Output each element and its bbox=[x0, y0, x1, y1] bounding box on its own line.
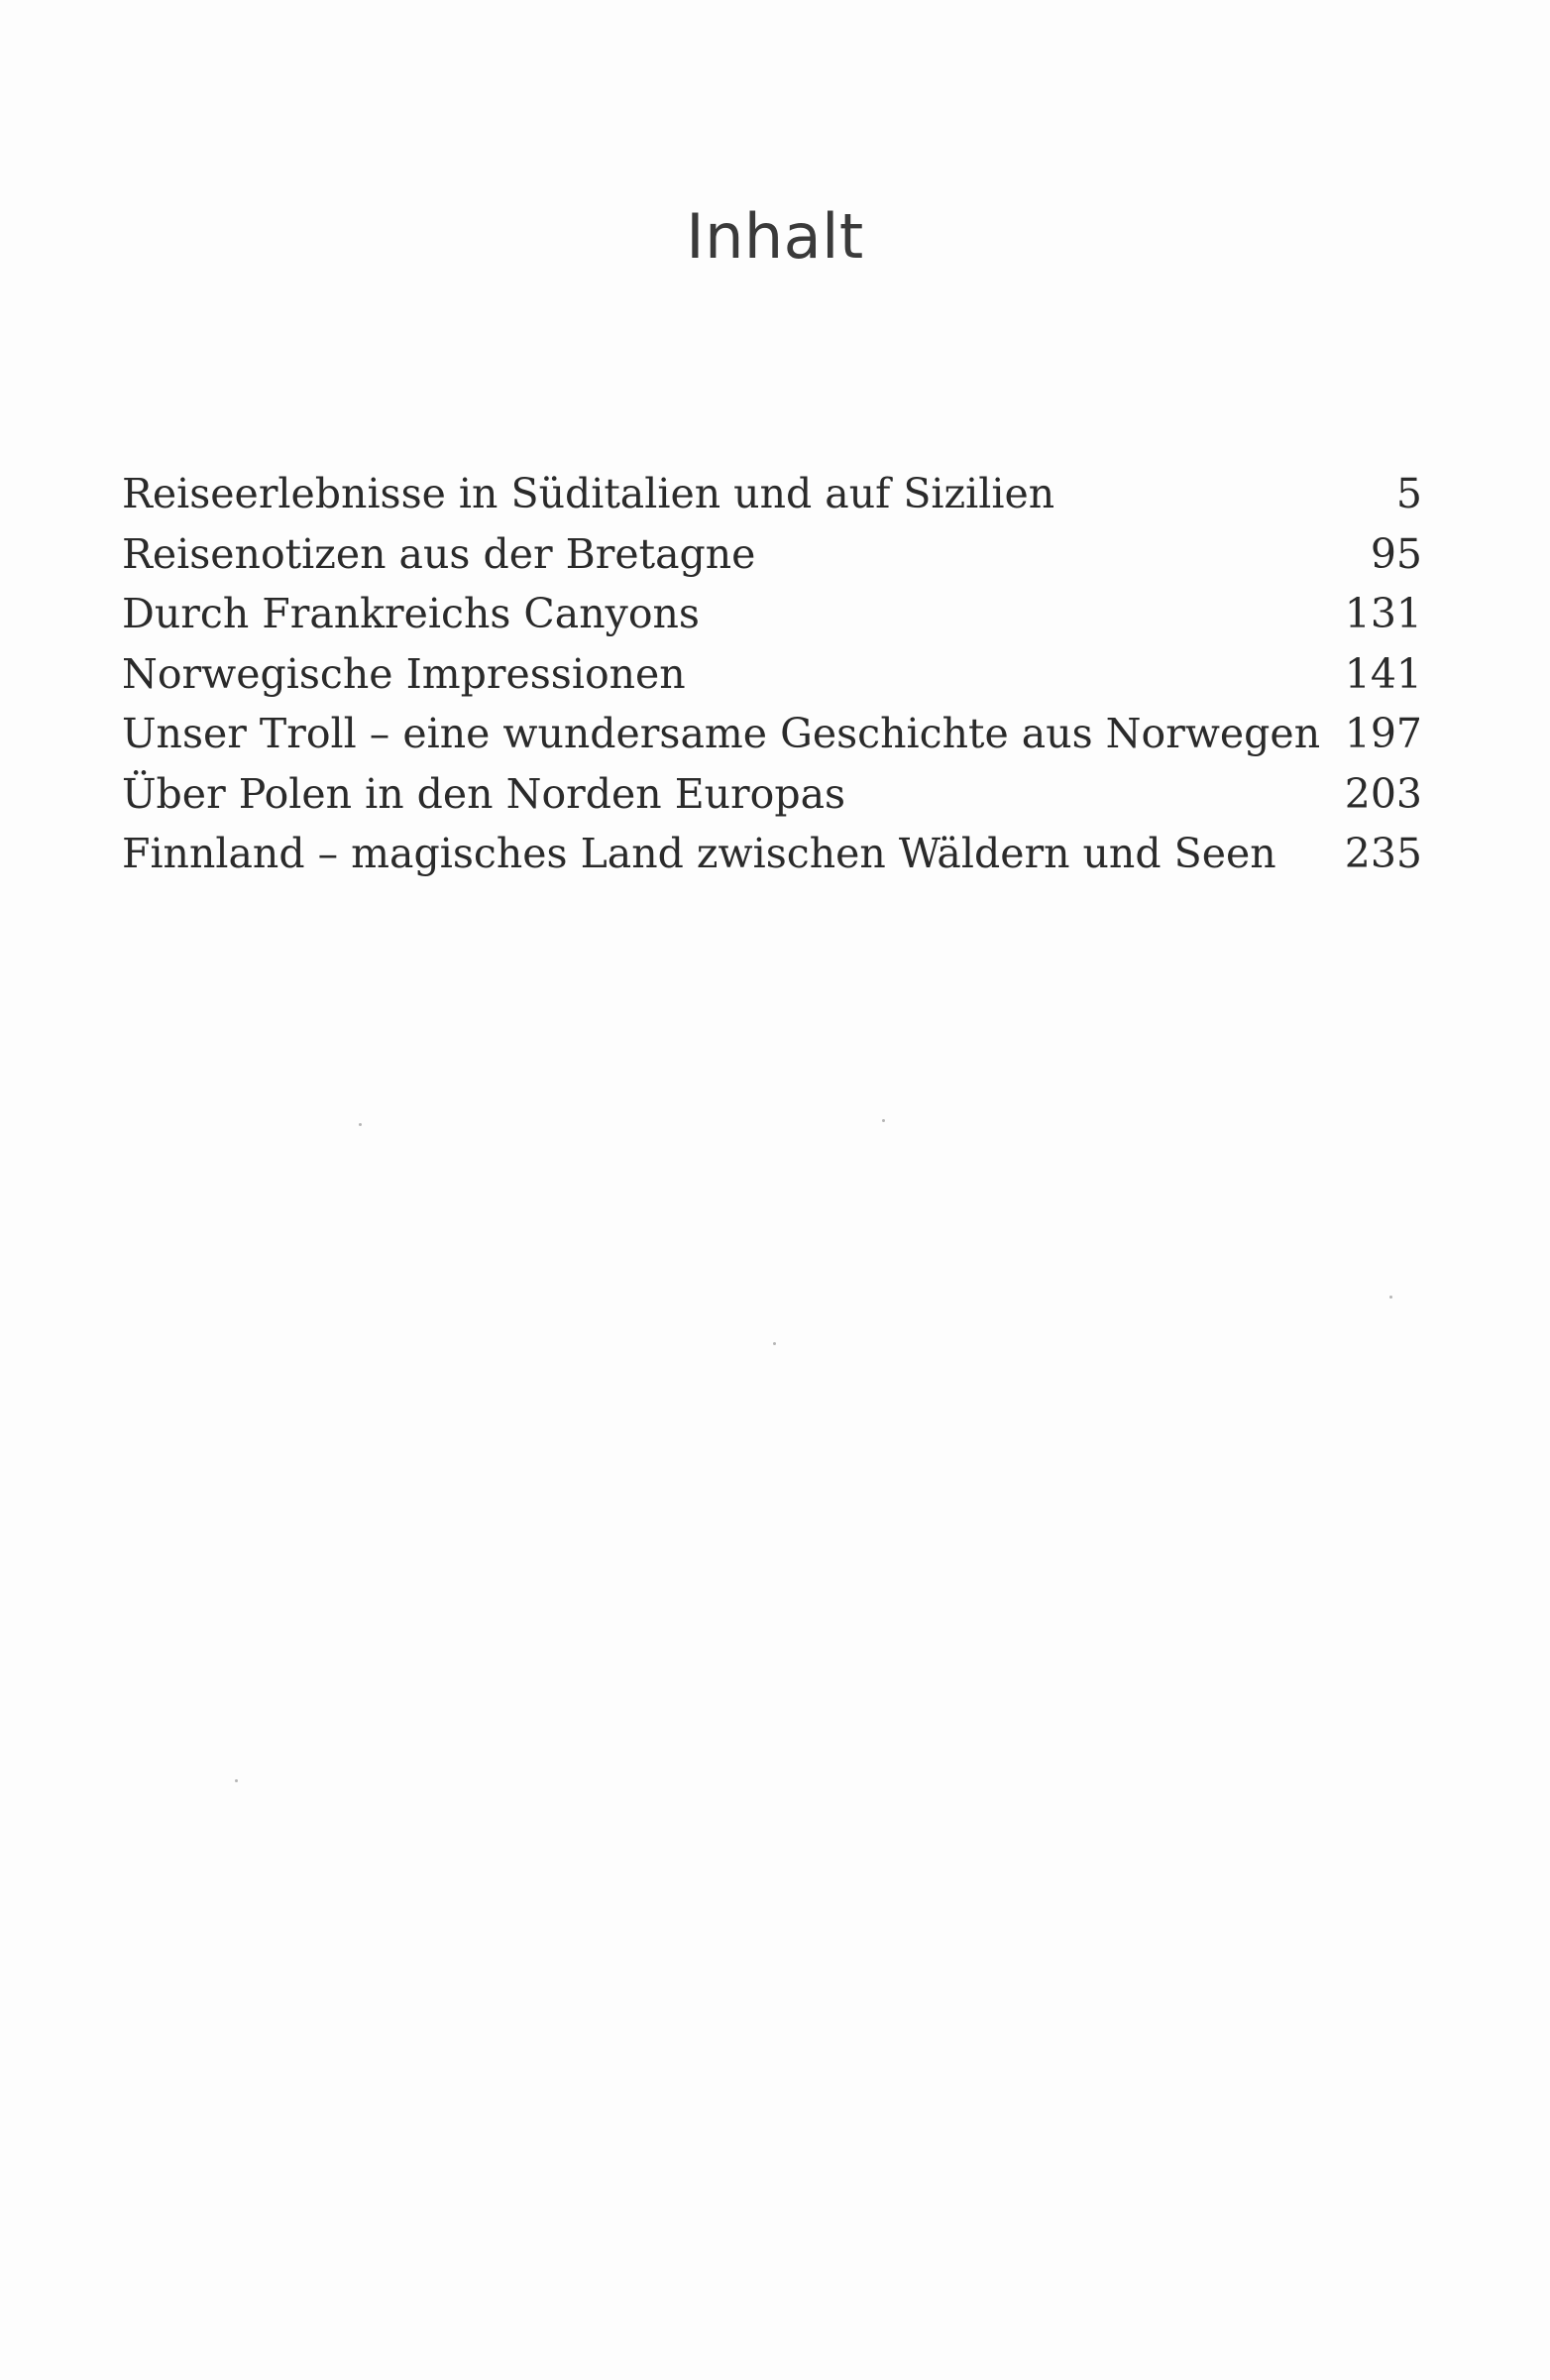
scan-speck bbox=[359, 1123, 362, 1126]
toc-entry-title: Finnland – magisches Land zwischen Wäldern und Seen bbox=[122, 830, 1276, 877]
toc-entry-title: Reisenotizen aus der Bretagne bbox=[122, 529, 756, 578]
scan-speck bbox=[1389, 1296, 1392, 1299]
toc-entry-page: 131 bbox=[1344, 590, 1422, 637]
toc-entry-page: 197 bbox=[1344, 710, 1422, 757]
page-title: Inhalt bbox=[686, 199, 864, 273]
toc-entry-page: 141 bbox=[1344, 649, 1422, 698]
scan-speck bbox=[235, 1779, 238, 1782]
toc-entry-page: 235 bbox=[1344, 830, 1422, 877]
toc-entry-title: Reiseerlebnisse in Süditalien und auf Sizilien bbox=[122, 470, 1055, 517]
toc-entry-title: Unser Troll – eine wundersame Geschichte aus Norwegen bbox=[122, 710, 1321, 757]
toc-entry bbox=[122, 584, 1422, 644]
toc-entry-page: 203 bbox=[1344, 769, 1422, 818]
toc-entry bbox=[122, 764, 1422, 825]
toc-entry-page: 95 bbox=[1370, 529, 1422, 578]
scan-speck bbox=[882, 1119, 885, 1122]
toc-entry-title: Über Polen in den Norden Europas bbox=[122, 769, 846, 818]
scan-speck bbox=[773, 1342, 776, 1345]
toc-entry-title: Norwegische Impressionen bbox=[122, 649, 686, 698]
toc-entry-page: 5 bbox=[1395, 470, 1422, 517]
table-of-contents bbox=[122, 464, 1422, 884]
toc-entry bbox=[122, 464, 1422, 524]
toc-entry bbox=[122, 704, 1422, 764]
toc-entry-title: Durch Frankreichs Canyons bbox=[122, 590, 700, 637]
toc-entry bbox=[122, 824, 1422, 884]
toc-entry bbox=[122, 524, 1422, 585]
toc-entry bbox=[122, 644, 1422, 705]
